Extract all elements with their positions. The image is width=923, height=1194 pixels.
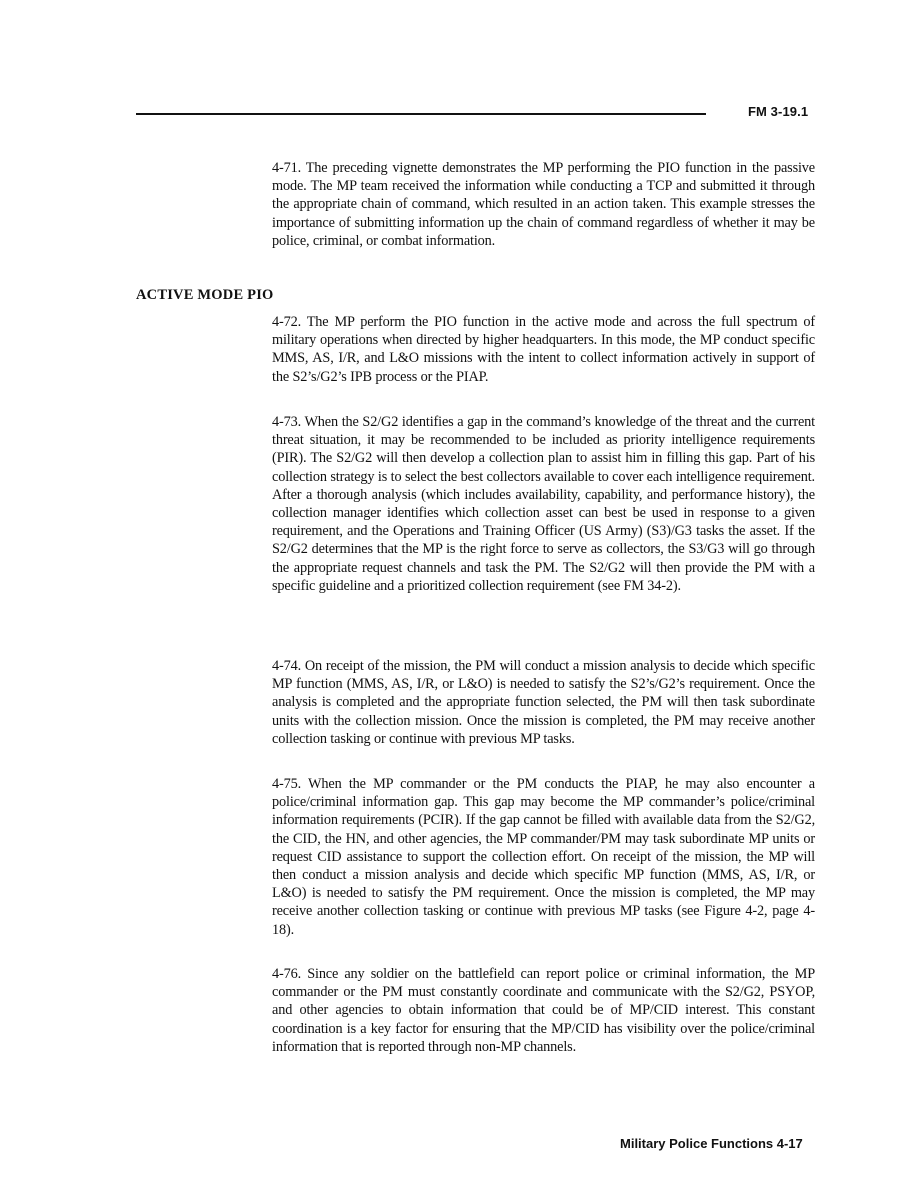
header-rule — [136, 113, 706, 115]
paragraph-4-71: 4-71. The preceding vignette demonstrates the MP performing the PIO function in the passive mode. The MP team received the information while conducting a TCP and submitted it through the appropriate chain of command, which resulted in an action taken. This example stresses the importance of submitting information up the chain of command regardless of whether it may be police, criminal, or combat information. — [272, 160, 815, 249]
footer-page-label: Military Police Functions 4-17 — [620, 1136, 803, 1151]
section-heading: ACTIVE MODE PIO — [136, 287, 274, 303]
paragraph-4-73: 4-73. When the S2/G2 identifies a gap in the command’s knowledge of the threat and the current threat situation, it may be recommended to be included as priority intelligence requirements (PIR). The S2/G2 will then develop a collection plan to assist him in filling this gap. Part of his collection strategy is to select the best collectors available to cover each intelligence requirement. After a thorough analysis (which includes availability, capability, and performance history), the collection manager identifies which collection asset can best be used in response to a given requirement, and the Operations and Training Officer (US Army) (S3)/G3 tasks the asset. If the S2/G2 determines that the MP is the right force to serve as collectors, the S3/G3 will go through the appropriate request channels and task the PM. The S2/G2 will then provide the PM with a specific guideline and a prioritized collection requirement (see FM 34-2). — [272, 414, 815, 594]
paragraph-4-74: 4-74. On receipt of the mission, the PM will conduct a mission analysis to decide which specific MP function (MMS, AS, I/R, or L&O) is needed to satisfy the S2’s/G2’s requirement. Once the analysis is completed and the appropriate function selected, the PM will then task subordinate units with the collection mission. Once the mission is completed, the PM may receive another collection tasking or continue with previous MP tasks. — [272, 658, 815, 747]
paragraph-4-75: 4-75. When the MP commander or the PM conducts the PIAP, he may also encounter a police/criminal information gap. This gap may become the MP commander’s police/criminal information requirements (PCIR). If the gap cannot be filled with available data from the S2/G2, the CID, the HN, and other agencies, the MP commander/PM may task subordinate MP units or request CID assistance to support the collection effort. On receipt of the mission, the MP will then conduct a mission analysis and decide which specific MP function (MMS, AS, I/R, or L&O) is needed to satisfy the PM requirement. Once the mission is completed, the MP may receive another collection tasking or continue with previous MP tasks (see Figure 4-2, page 4-18). — [272, 776, 815, 938]
header-manual-id: FM 3-19.1 — [748, 104, 809, 119]
paragraph-4-72: 4-72. The MP perform the PIO function in the active mode and across the full spectrum of military operations when directed by higher headquarters. In this mode, the MP conduct specific MMS, AS, I/R, and L&O missions with the intent to collect information actively in support of the S2’s/G2’s IPB process or the PIAP. — [272, 314, 815, 385]
paragraph-4-76: 4-76. Since any soldier on the battlefield can report police or criminal information, the MP commander or the PM must constantly coordinate and communicate with the S2/G2, PSYOP, and other agencies to obtain information that could be of MP/CID interest. This constant coordination is a key factor for ensuring that the MP/CID has visibility over the police/criminal information that is reported through non-MP channels. — [272, 966, 815, 1055]
